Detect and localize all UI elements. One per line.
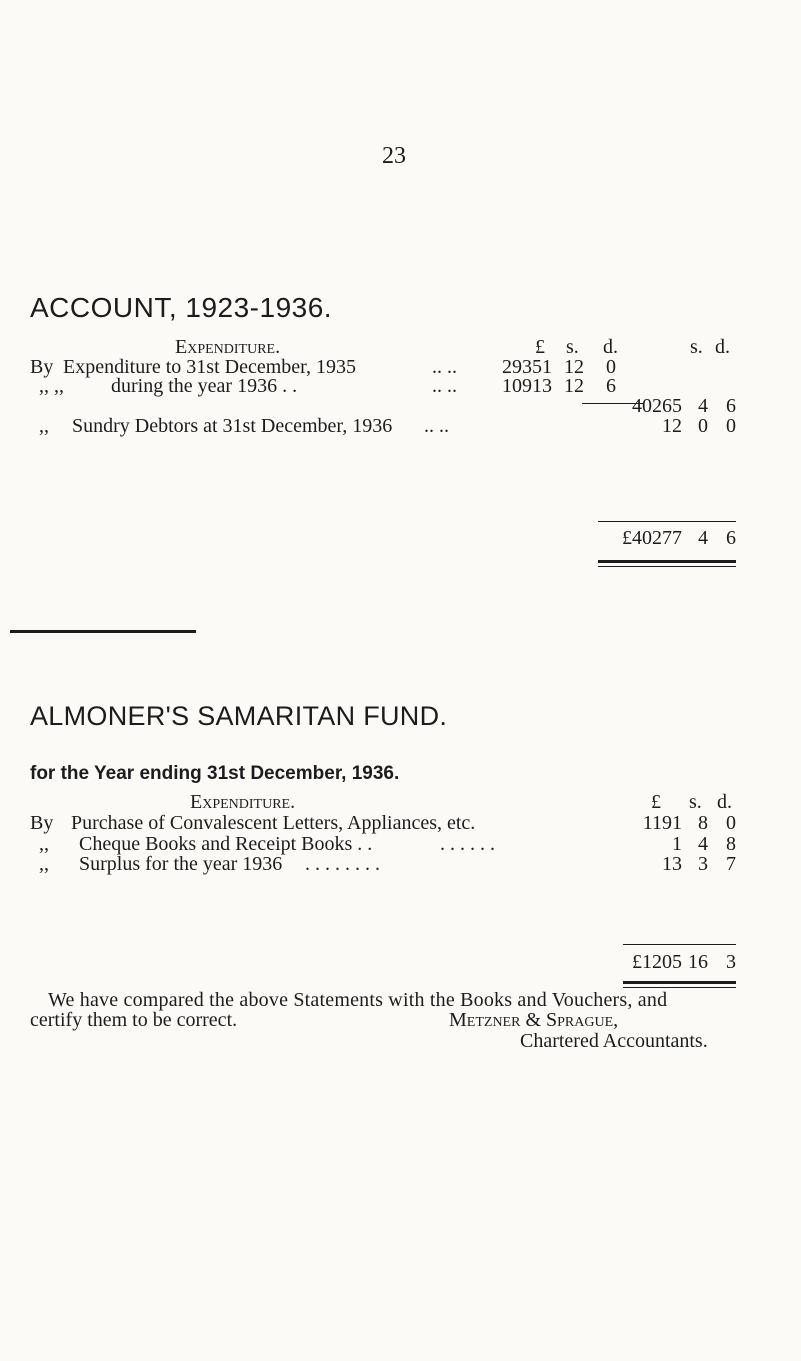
fund-row-3-leader: . . . . . . . . — [305, 853, 380, 875]
account-total-rule-top — [598, 521, 736, 522]
account-subtotal-shillings: 4 — [698, 395, 708, 417]
fund-total-shillings: 16 — [688, 951, 708, 973]
fund-total-pence: 3 — [726, 951, 736, 973]
account-subtotal-pence: 6 — [726, 395, 736, 417]
account-sundry-pounds: 12 — [662, 415, 682, 437]
account-title: ACCOUNT, 1923-1936. — [30, 292, 333, 323]
account-row-2-prefix: ,, ,, — [39, 375, 64, 397]
section-divider — [10, 630, 196, 633]
auditor-name: Metzner & Sprague, — [449, 1009, 619, 1031]
account-row-1-pence: 0 — [606, 356, 616, 378]
account-header-shillings: s. — [566, 336, 579, 358]
fund-row-2-pounds: 1 — [672, 833, 682, 855]
fund-total-double-rule-lower — [623, 987, 736, 988]
fund-section-heading: Expenditure. — [190, 791, 296, 813]
fund-header-shillings: s. — [689, 791, 702, 813]
account-row-1-shillings: 12 — [564, 356, 584, 378]
account-outer-header-pence: d. — [715, 336, 730, 358]
account-row-1-desc: Expenditure to 31st December, 1935 — [63, 356, 357, 378]
account-row-2-leader: .. .. — [432, 375, 457, 397]
fund-row-2-leader: . . . . . . — [440, 833, 495, 855]
fund-header-pence: d. — [717, 791, 732, 813]
account-total-pounds: £40277 — [622, 527, 682, 549]
account-row-1-leader: .. .. — [432, 356, 457, 378]
page-number: 23 — [382, 143, 406, 169]
account-row-2-pence: 6 — [606, 375, 616, 397]
fund-row-3-pence: 7 — [726, 853, 736, 875]
fund-row-1-pence: 0 — [726, 812, 736, 834]
account-total-double-rule-lower — [598, 566, 736, 567]
fund-row-2-pence: 8 — [726, 833, 736, 855]
account-row-2-shillings: 12 — [564, 375, 584, 397]
fund-row-3-prefix: ,, — [39, 853, 49, 875]
fund-subtitle: for the Year ending 31st December, 1936. — [30, 763, 400, 784]
account-row-1-pounds: 29351 — [502, 356, 552, 378]
account-header-pounds: £ — [535, 336, 545, 358]
fund-total-pounds: £1205 — [632, 951, 682, 973]
certification-line-2: certify them to be correct. — [30, 1009, 238, 1031]
fund-row-3-desc: Surplus for the year 1936 — [79, 853, 283, 875]
fund-row-2-prefix: ,, — [39, 833, 49, 855]
account-outer-header-shillings: s. — [690, 336, 703, 358]
account-sundry-leader: .. .. — [424, 415, 449, 437]
account-header-pence: d. — [603, 336, 618, 358]
fund-total-double-rule — [623, 981, 736, 984]
certification-line-1: We have compared the above Statements with the Books and Vouchers, and — [48, 989, 668, 1011]
auditor-title: Chartered Accountants. — [520, 1030, 708, 1052]
fund-total-rule-top — [623, 944, 736, 945]
account-row-2-pounds: 10913 — [502, 375, 552, 397]
account-sundry-desc: Sundry Debtors at 31st December, 1936 — [72, 415, 393, 437]
account-sundry-shillings: 0 — [698, 415, 708, 437]
account-total-pence: 6 — [726, 527, 736, 549]
fund-row-2-shillings: 4 — [698, 833, 708, 855]
fund-row-2-desc: Cheque Books and Receipt Books . . — [79, 833, 373, 855]
account-sundry-prefix: ,, — [39, 415, 49, 437]
fund-row-1-prefix: By — [30, 812, 54, 834]
fund-row-1-desc: Purchase of Convalescent Letters, Appliances, etc. — [71, 812, 476, 834]
account-row-2-desc: during the year 1936 . . — [111, 375, 298, 397]
fund-row-1-shillings: 8 — [698, 812, 708, 834]
account-total-double-rule — [598, 560, 736, 563]
fund-row-1-pounds: 1191 — [642, 812, 682, 834]
account-subtotal-pounds: 40265 — [632, 395, 682, 417]
account-row-1-prefix: By — [30, 356, 54, 378]
fund-row-3-shillings: 3 — [698, 853, 708, 875]
account-section-heading: Expenditure. — [175, 336, 281, 358]
account-sundry-pence: 0 — [726, 415, 736, 437]
fund-row-3-pounds: 13 — [662, 853, 682, 875]
fund-title: ALMONER'S SAMARITAN FUND. — [30, 701, 448, 731]
account-total-shillings: 4 — [698, 527, 708, 549]
fund-header-pounds: £ — [651, 791, 661, 813]
